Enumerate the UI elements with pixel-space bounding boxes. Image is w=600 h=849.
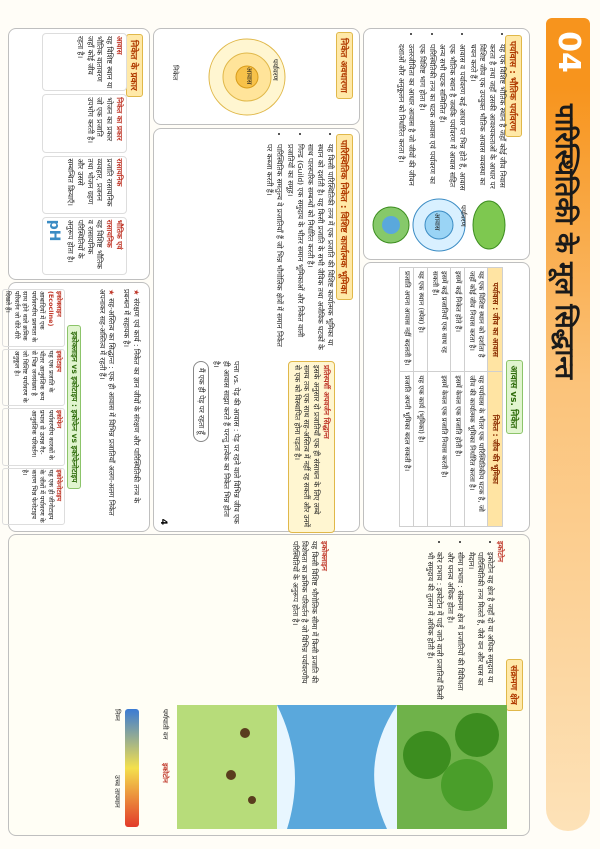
chapter-number-badge: [546, 18, 590, 86]
environment-point: • उत्तरजीविता का आधार आवास है जो जीवों की जीवन दशाओं और अनुकूलन को निर्धारित करता है।: [397, 44, 417, 193]
gradient-low: निम्न: [113, 709, 121, 721]
environment-box: [363, 28, 530, 260]
niche-type-item: [42, 33, 127, 91]
ecocline-compare-title: इकोक्लाइन vs इकोटाइप : इकोफेन vs इकोफेनोटाइप: [67, 325, 81, 488]
habitat-label: आवास: [433, 213, 441, 231]
niche-type-name: आवास: [115, 36, 124, 55]
star-icon: ★: [107, 289, 117, 299]
table-cell: यह पर्यावास के भीतर एक पारिस्थितिकीय घटक है, जो जीव की कार्यात्मक भूमिका निर्धारित करता है।: [465, 372, 488, 527]
niche-point: • पारिस्थितिक समतुल्य वे प्रजातियाँ हैं जो भिन्न भौगोलिक क्षेत्रों में समान निकेत पर कब्जा करती हैं।: [265, 144, 285, 353]
ecological-niche-title: पारिस्थितिक निकेत : विशिष्ट कार्यात्मक भूमिका: [336, 134, 353, 300]
niche-point: • गिल्ड (Guild) एक समुदाय के भीतर समान भूमिकाओं और निकेत वाली प्रजातियों का समूह।: [285, 144, 305, 353]
page-number-label: 4: [158, 518, 168, 525]
page-number: [158, 519, 168, 525]
temperature-gradient: [125, 709, 139, 827]
principle-title: प्रतिस्पर्धी अपवर्जन सिद्धान्त: [322, 365, 331, 439]
environment-points: [396, 33, 507, 193]
ecocline-text: यह किसी विशिष्ट भौगोलिक सीमा में किसी प्रजाति की विशेषता का क्रमिक परिवर्तन है जो विभिन्न पर्यावरणीय परिस्थितियों के अनुरूप होता है।: [290, 541, 320, 684]
niche-type-text: प्रजाति रासायनिक व्यवहार, प्रजनन तथा भोजन ग्रहण और उससे सम्बन्धित क्रियाएँ।: [66, 158, 115, 207]
table-cell: इसमें कई प्रजातियाँ एक साथ रह सकती हैं।: [428, 268, 451, 372]
ecotone-sub: इकोटोन: [496, 541, 505, 562]
ecotone-heading: [506, 535, 526, 835]
niche-type-name: रासायनिक: [115, 158, 124, 187]
habitat-niche-table: [399, 267, 503, 527]
tree-example: [193, 361, 241, 525]
table-row: [451, 268, 465, 527]
ecotone-point: • कोर प्रभाव : इकोटोन में पाई जाने वाली प्रजातियाँ किसी भी समुदाय की तुलना में अधिक होती हैं।: [425, 552, 445, 701]
ecocline-col-text: यह एक ही जीनोटाइप के जीवों में पर्यावरण के कारण भिन्न फेनोटाइप है।: [21, 469, 55, 523]
table-cell: इसमें कई निकेत होते हैं।: [451, 268, 465, 372]
ecocline-title: इकोक्लाइन: [320, 541, 329, 571]
star-note-text: सह-अस्तित्व का सिद्धान्त : एक ही आवास में विभिन्न प्रजातियाँ अलग-अलग निकेत अपनाकर सह-अस्तित्व में रहती हैं।: [97, 289, 117, 516]
principle-text: इसके अनुसार दो प्रजातियाँ एक ही संसाधन के लिए लम्बे समय तक एक साथ सह-अस्तित्व में नहीं रह सकतीं और उनमें से एक को विस्थापित होना पड़ता है।: [292, 365, 322, 528]
environment-point: • आवास व पर्यावरण कई आधार पर भिन्न होते हैं, आवास एक भौतिक स्थान है जबकि पर्यावरण में आवास सहित अन्य सभी घटक सम्मिलित हैं।: [438, 44, 467, 193]
table-cell: इसमें केवल एक प्रजाति निवास करती है।: [428, 372, 451, 527]
col-niche-header: निकेत : जीव की भूमिका: [488, 372, 503, 527]
ecotone-text: [424, 541, 505, 701]
niche-types-heading: [126, 34, 146, 274]
table-cell: इसमें केवल एक प्रजाति होती है।: [451, 372, 465, 527]
ecocline-compare: [2, 289, 87, 525]
table-cell: यह एक विशिष्ट स्थान को दर्शाता है जहाँ कोई जीव निवास करता है।: [465, 268, 488, 372]
ecological-niche-box: [153, 128, 360, 532]
chapter-number: 04: [551, 31, 586, 73]
chapter-banner: [538, 0, 600, 849]
table-cell: प्रजाति अपना आवास नहीं बदलती है।: [400, 268, 414, 372]
niche-centre-label: आवास: [245, 67, 253, 85]
niche-type-item: [42, 217, 127, 275]
niche-type-text: भोजन का प्रकार जो एक प्रजाति उपभोग करती है।: [85, 97, 115, 144]
ecotone-label-forest: पर्णपाती वन: [161, 709, 169, 740]
star-note-text: संरक्षण एवं कार्य : निकेत का ज्ञान जीवों के संरक्षण और पारिस्थितिकी तन्त्र के प्रबन्धन में सहायक है।: [122, 289, 141, 504]
habitat-vs-niche-title: आवास vs. निकेत: [506, 360, 523, 435]
ecocline-col: [2, 289, 65, 347]
niche-concept-title: निकेत अवधारणा: [336, 32, 353, 99]
ecocline-col-name: इकोफेनोटाइप: [55, 469, 63, 501]
ecotone-label-ecotone: इकोटोन: [161, 763, 169, 783]
environment-label: पर्यावरण: [459, 205, 467, 227]
niche-type-item: [42, 94, 127, 152]
competitive-exclusion: [288, 361, 335, 533]
ecocline-section: [290, 541, 329, 701]
ecological-niche-heading: [336, 134, 356, 526]
ecocline-compare-heading: [67, 289, 87, 525]
table-cell: यह एक स्थान (स्पेस) है।: [414, 268, 428, 372]
niche-types-box: [8, 28, 150, 280]
table-cell: यह एक कार्य (भूमिका) है।: [414, 372, 428, 527]
niche-concept-heading: [336, 32, 356, 121]
environment-point: • यह एक विशिष्ट भौतिक स्थान है जहाँ कोई जीव निवास करता है तथा जहाँ उसकी आवश्यकताओं के आधार पर विशिष्ट जीव एक उपयुक्त भौतिक आवास व्यवस्था का चयन करते हैं।: [468, 44, 507, 193]
niche-point: • यह किसी पारिस्थितिकी तन्त्र में एक प्रजाति की विशिष्ट कार्यात्मक भूमिका या स्थान को दर्शाती है। यह किसी प्रजाति के सभी जैविक तथा अजैविक घटकों के साथ पारस्परिक सम्बन्धों को निर्धारित करती है।: [306, 144, 335, 353]
ecocline-col-name: इकोफेन: [55, 410, 63, 429]
chapter-title-strip: [546, 86, 590, 831]
niche-types-grid: [42, 33, 127, 275]
niche-notes: [97, 289, 141, 523]
ecotone-box: [8, 534, 530, 836]
niche-type-text: यह विशिष्ट स्थान या भौतिक वातावरण जहाँ कोई जीव रहता है।: [75, 36, 115, 89]
table-row: [414, 268, 428, 527]
col-habitat-header: पर्यावास : जीव का आवास: [488, 268, 503, 372]
niche-type-name: भौतिक एवं रासायनिक: [105, 219, 124, 250]
niche-concept-box: [153, 28, 360, 125]
ecocline-col: [2, 408, 65, 466]
ecocline-col: [2, 349, 65, 407]
ph-label: pH: [46, 219, 63, 242]
ecocline-col-name: इकोक्लाइन (Ecocline): [46, 291, 63, 327]
ecotone-title: संक्रमण क्षेत्र: [506, 659, 523, 710]
environment-heading-label: पर्यावास : भौतिक पर्यावरण: [505, 35, 522, 137]
table-cell: प्रजाति अपनी भूमिका बदल सकती है।: [400, 372, 414, 527]
ecocline-col: [2, 468, 65, 526]
habitat-vs-niche-heading: [506, 263, 526, 531]
environment-point: • पारिस्थितिकी तन्त्र का घटक आवास एवं पर्यावरण का एक विशिष्ट भाग होता है।: [417, 44, 437, 193]
ecotone-scene: [177, 705, 507, 829]
gradient-high: उच्च तापमान: [113, 775, 121, 808]
table-row: [400, 268, 414, 527]
chapter-title: पारिस्थितिकी के मूल सिद्धान्त: [549, 104, 579, 380]
star-icon: ★: [132, 289, 141, 299]
ecocline-col-name: इकोटाइप: [55, 350, 63, 372]
bubble-text: मैं एक ही पेड़ पर रहता हूँ: [196, 368, 206, 435]
ecocline-col-text: आबादियों में एक पर्यावरणीय प्रवणता के साथ होने वाले क्रमिक परिवर्तन जो धीरे-धीरे दिखते हैं।: [4, 291, 47, 343]
speech-bubble: [193, 361, 209, 442]
example-text: पत्ता vs. पेड़ की आवास : पेड़ पर रहने वाले विभिन्न जीव एक ही आवास साझा करते हैं परन्तु प्रत्येक का निकेत भिन्न होता है।: [212, 361, 241, 524]
niche-outer-label: निकेत: [171, 65, 179, 81]
niche-type-text: यह विशिष्ट भौतिक व रासायनिक परिस्थितियों के अनुरूप होता है।: [66, 219, 105, 269]
table-row: [465, 268, 488, 527]
ecotone-point: • सीमा प्रभाव : संक्रमण क्षेत्र में प्रजातियों की विविधता और घनत्व अधिक होता है।: [445, 552, 465, 701]
habitat-vs-niche-box: [363, 262, 530, 532]
ecocline-cols: [2, 289, 65, 525]
ecocline-col-text: पर्यावरणीय कारकों के प्रभाव से उत्पन्न गैर-आनुवंशिक परिवर्तन।: [29, 410, 55, 460]
niche-types-title: निकेत के प्रकार: [126, 34, 143, 97]
ecotone-point: • इकोटोन वह क्षेत्र है जहाँ दो या अधिक समुदाय या पारिस्थितिकी तन्त्र मिलते हैं, जैसे वन और घास का मैदान।: [466, 552, 495, 701]
star-note: [97, 289, 117, 523]
ph-badge: [45, 220, 63, 272]
environment-diagram: [371, 195, 511, 255]
star-note: [121, 289, 141, 523]
niche-notes-box: [4, 282, 150, 532]
ecological-niche-text: [264, 133, 335, 353]
ecocline-col-text: यह एक प्रजाति के भीतर आनुवंशिक रूप से भिन्न जनसंख्या है जो विशिष्ट पर्यावरण के अनुकूल है।: [12, 350, 55, 403]
niche-ring-label: पर्यावरण: [271, 59, 279, 81]
niche-type-item: [42, 156, 127, 214]
environment-heading: [505, 35, 525, 137]
table-row: [428, 268, 451, 527]
niche-type-name: निकेत का प्रकार: [115, 97, 124, 141]
